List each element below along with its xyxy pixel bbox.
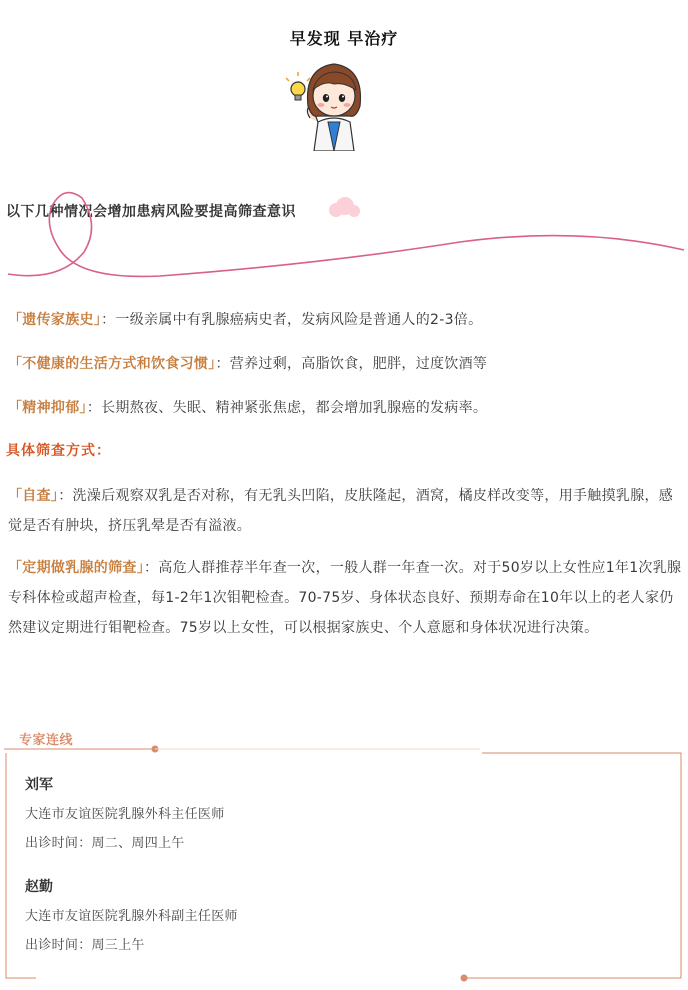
doctor-title: 大连市友谊医院乳腺外科副主任医师 — [25, 909, 238, 924]
risk-text: ：营养过剩，高脂饮食，肥胖，过度饮酒等 — [215, 356, 488, 372]
risk-item-family-history — [8, 305, 683, 335]
screening-section-title: 具体筛查方式： — [6, 443, 111, 459]
experts-section-label: 专家连线 — [19, 733, 74, 748]
screening-item-regular — [8, 553, 683, 643]
decorative-swoosh-line — [0, 180, 688, 290]
screening-text: ：洗澡后观察双乳是否对称，有无乳头凹陷，皮肤隆起，酒窝，橘皮样改变等，用手触摸乳腺，感觉是否有肿块，挤压乳晕是否有溢液。 — [8, 488, 674, 534]
screening-text: ：高危人群推荐半年查一次，一般人群一年查一次。对于50岁以上女性应1年1次乳腺专科体检或超声检查，每1-2年1次钼靶检查。70-75岁、身体状态良好、预期寿命在10年以上的老人家仍然建议定期进行钼靶检查。75岁以上女性，可以根据家族史、个人意愿和身体状况进行决策。 — [8, 560, 682, 636]
screening-item-self-check — [8, 481, 683, 541]
doctor-hours: 出诊时间：周二、周四上午 — [25, 836, 185, 851]
screening-tag: 「定期做乳腺的筛查」 — [8, 560, 144, 576]
cloud-icon — [329, 197, 360, 217]
risk-item-depression — [8, 393, 683, 423]
risk-tag: 「不健康的生活方式和饮食习惯」 — [8, 356, 216, 372]
doctor-title: 大连市友谊医院乳腺外科主任医师 — [25, 807, 225, 822]
risk-text: ：一级亲属中有乳腺癌病史者，发病风险是普通人的2-3倍。 — [101, 312, 483, 328]
intro-text: 以下几种情况会增加患病风险要提高筛查意识 — [6, 204, 296, 220]
risk-tag: 「精神抑郁」 — [8, 400, 87, 416]
doctor-name: 刘军 — [25, 777, 53, 793]
doctor-name: 赵勤 — [25, 879, 53, 895]
screening-tag: 「自查」 — [8, 488, 59, 504]
risk-text: ：长期熬夜、失眠、精神紧张焦虑，都会增加乳腺癌的发病率。 — [86, 400, 488, 416]
page-title: 早发现 早治疗 — [289, 29, 399, 48]
doctor-mascot-illustration — [284, 56, 384, 151]
lightbulb-icon — [286, 72, 310, 100]
risk-item-lifestyle — [8, 349, 683, 379]
doctor-hours: 出诊时间：周三上午 — [25, 938, 145, 953]
risk-tag: 「遗传家族史」 — [8, 312, 102, 328]
